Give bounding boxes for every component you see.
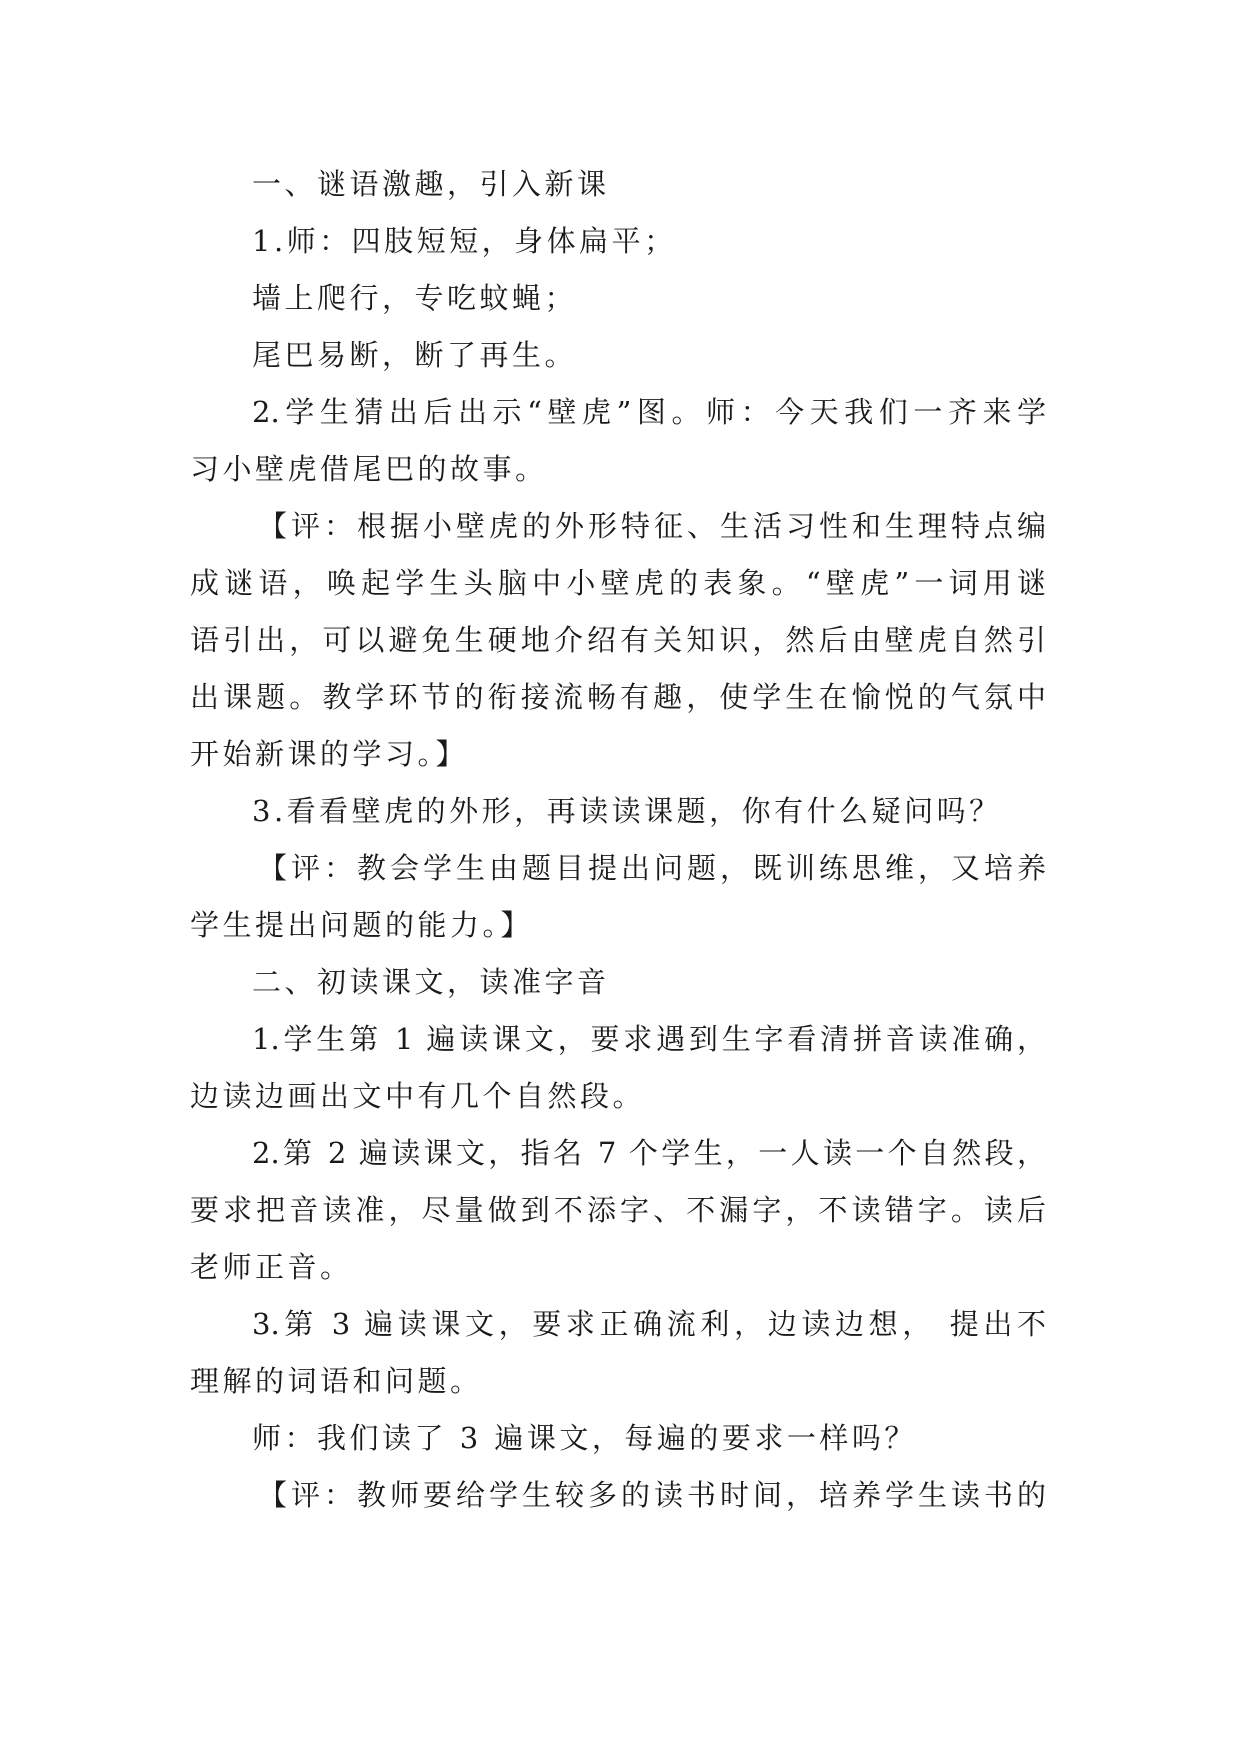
paragraph-line: 3.看看壁虎的外形，再读读课题，你有什么疑问吗？ <box>252 794 1002 828</box>
section-heading: 一、谜语激趣，引入新课 <box>252 167 610 201</box>
section-heading: 二、初读课文，读准字音 <box>252 965 610 999</box>
comment-line: 出课题。教学环节的衔接流畅有趣，使学生在愉悦的气氛中 <box>190 680 1046 714</box>
paragraph-line: 边读边画出文中有几个自然段。 <box>190 1079 646 1113</box>
comment-line: 【评：根据小壁虎的外形特征、生活习性和生理特点编 <box>258 509 1046 543</box>
paragraph-line: 师：我们读了 3 遍课文，每遍的要求一样吗？ <box>252 1421 917 1455</box>
comment-line: 语引出，可以避免生硬地介绍有关知识，然后由壁虎自然引 <box>190 623 1046 657</box>
comment-line: 【评：教会学生由题目提出问题，既训练思维，又培养 <box>258 851 1046 885</box>
paragraph-line: 理解的词语和问题。 <box>190 1364 483 1398</box>
comment-line: 成谜语，唤起学生头脑中小壁虎的表象。“壁虎”一词用谜 <box>190 566 1046 600</box>
paragraph-line: 老师正音。 <box>190 1250 353 1284</box>
paragraph-line: 习小壁虎借尾巴的故事。 <box>190 452 548 486</box>
comment-line: 【评：教师要给学生较多的读书时间，培养学生读书的 <box>258 1478 1046 1512</box>
paragraph-line: 2.学生猜出后出示“壁虎”图。师：今天我们一齐来学 <box>252 395 1046 429</box>
paragraph-line: 3.第 3 遍读课文，要求正确流利，边读边想， 提出不 <box>252 1307 1046 1341</box>
paragraph-line: 2.第 2 遍读课文，指名 7 个学生，一人读一个自然段， <box>252 1136 1046 1170</box>
paragraph-line: 墙上爬行，专吃蚊蝇； <box>252 281 578 315</box>
comment-line: 学生提出问题的能力。】 <box>190 908 534 942</box>
paragraph-line: 1.学生第 1 遍读课文，要求遇到生字看清拼音读准确， <box>252 1022 1046 1056</box>
comment-line: 开始新课的学习。】 <box>190 737 469 771</box>
paragraph-line: 1.师：四肢短短，身体扁平； <box>252 224 677 258</box>
paragraph-line: 尾巴易断，断了再生。 <box>252 338 578 372</box>
paragraph-line: 要求把音读准，尽量做到不添字、不漏字，不读错字。读后 <box>190 1193 1046 1227</box>
